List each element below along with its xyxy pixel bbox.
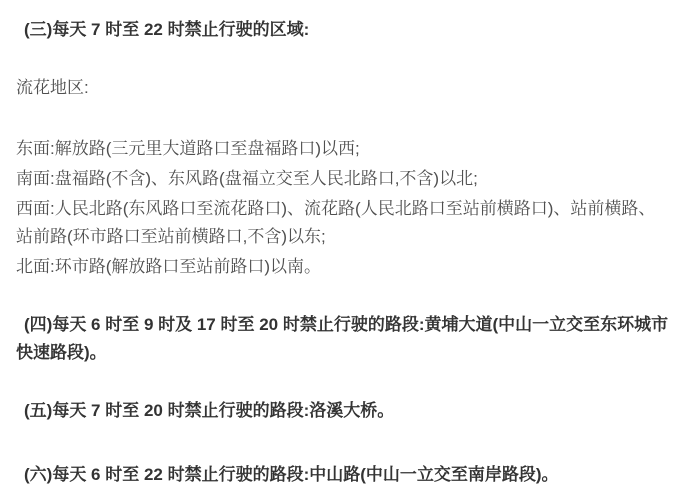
boundary-south (16, 165, 690, 193)
boundary-south-text: 南面:盘福路(不含)、东风路(盘福立交至人民北路口,不含)以北; (16, 169, 478, 188)
boundary-west-text-line2: 站前路(环市路口至站前横路口,不含)以东; (16, 227, 326, 246)
section-4-heading-line2: 快速路段)。 (16, 343, 107, 362)
section-6-heading (16, 461, 690, 488)
liuhua-area-label (16, 74, 690, 102)
section-6-heading-text: (六)每天 6 时至 22 时禁止行驶的路段:中山路(中山一立交至南岸路段)。 (24, 465, 559, 484)
boundary-east (16, 135, 690, 163)
section-3-heading-text: (三)每天 7 时至 22 时禁止行驶的区域: (24, 20, 310, 39)
section-4-heading-line1: (四)每天 6 时至 9 时及 17 时至 20 时禁止行驶的路段:黄埔大道(中山一立交至东环城市 (24, 315, 669, 334)
section-4-heading (16, 311, 690, 367)
boundary-west-text-line1: 西面:人民北路(东风路口至流花路口)、流花路(人民北路口至站前横路口)、站前横路、 (16, 199, 656, 218)
boundary-east-text: 东面:解放路(三元里大道路口至盘福路口)以西; (16, 139, 360, 158)
boundary-north-text: 北面:环市路(解放路口至站前路口)以南。 (16, 257, 322, 276)
section-5-heading-text: (五)每天 7 时至 20 时禁止行驶的路段:洛溪大桥。 (24, 401, 395, 420)
boundary-west (16, 195, 690, 251)
liuhua-area-label-text: 流花地区: (16, 78, 89, 97)
section-3-heading (16, 16, 690, 44)
boundary-north (16, 253, 690, 281)
section-5-heading (16, 397, 690, 425)
